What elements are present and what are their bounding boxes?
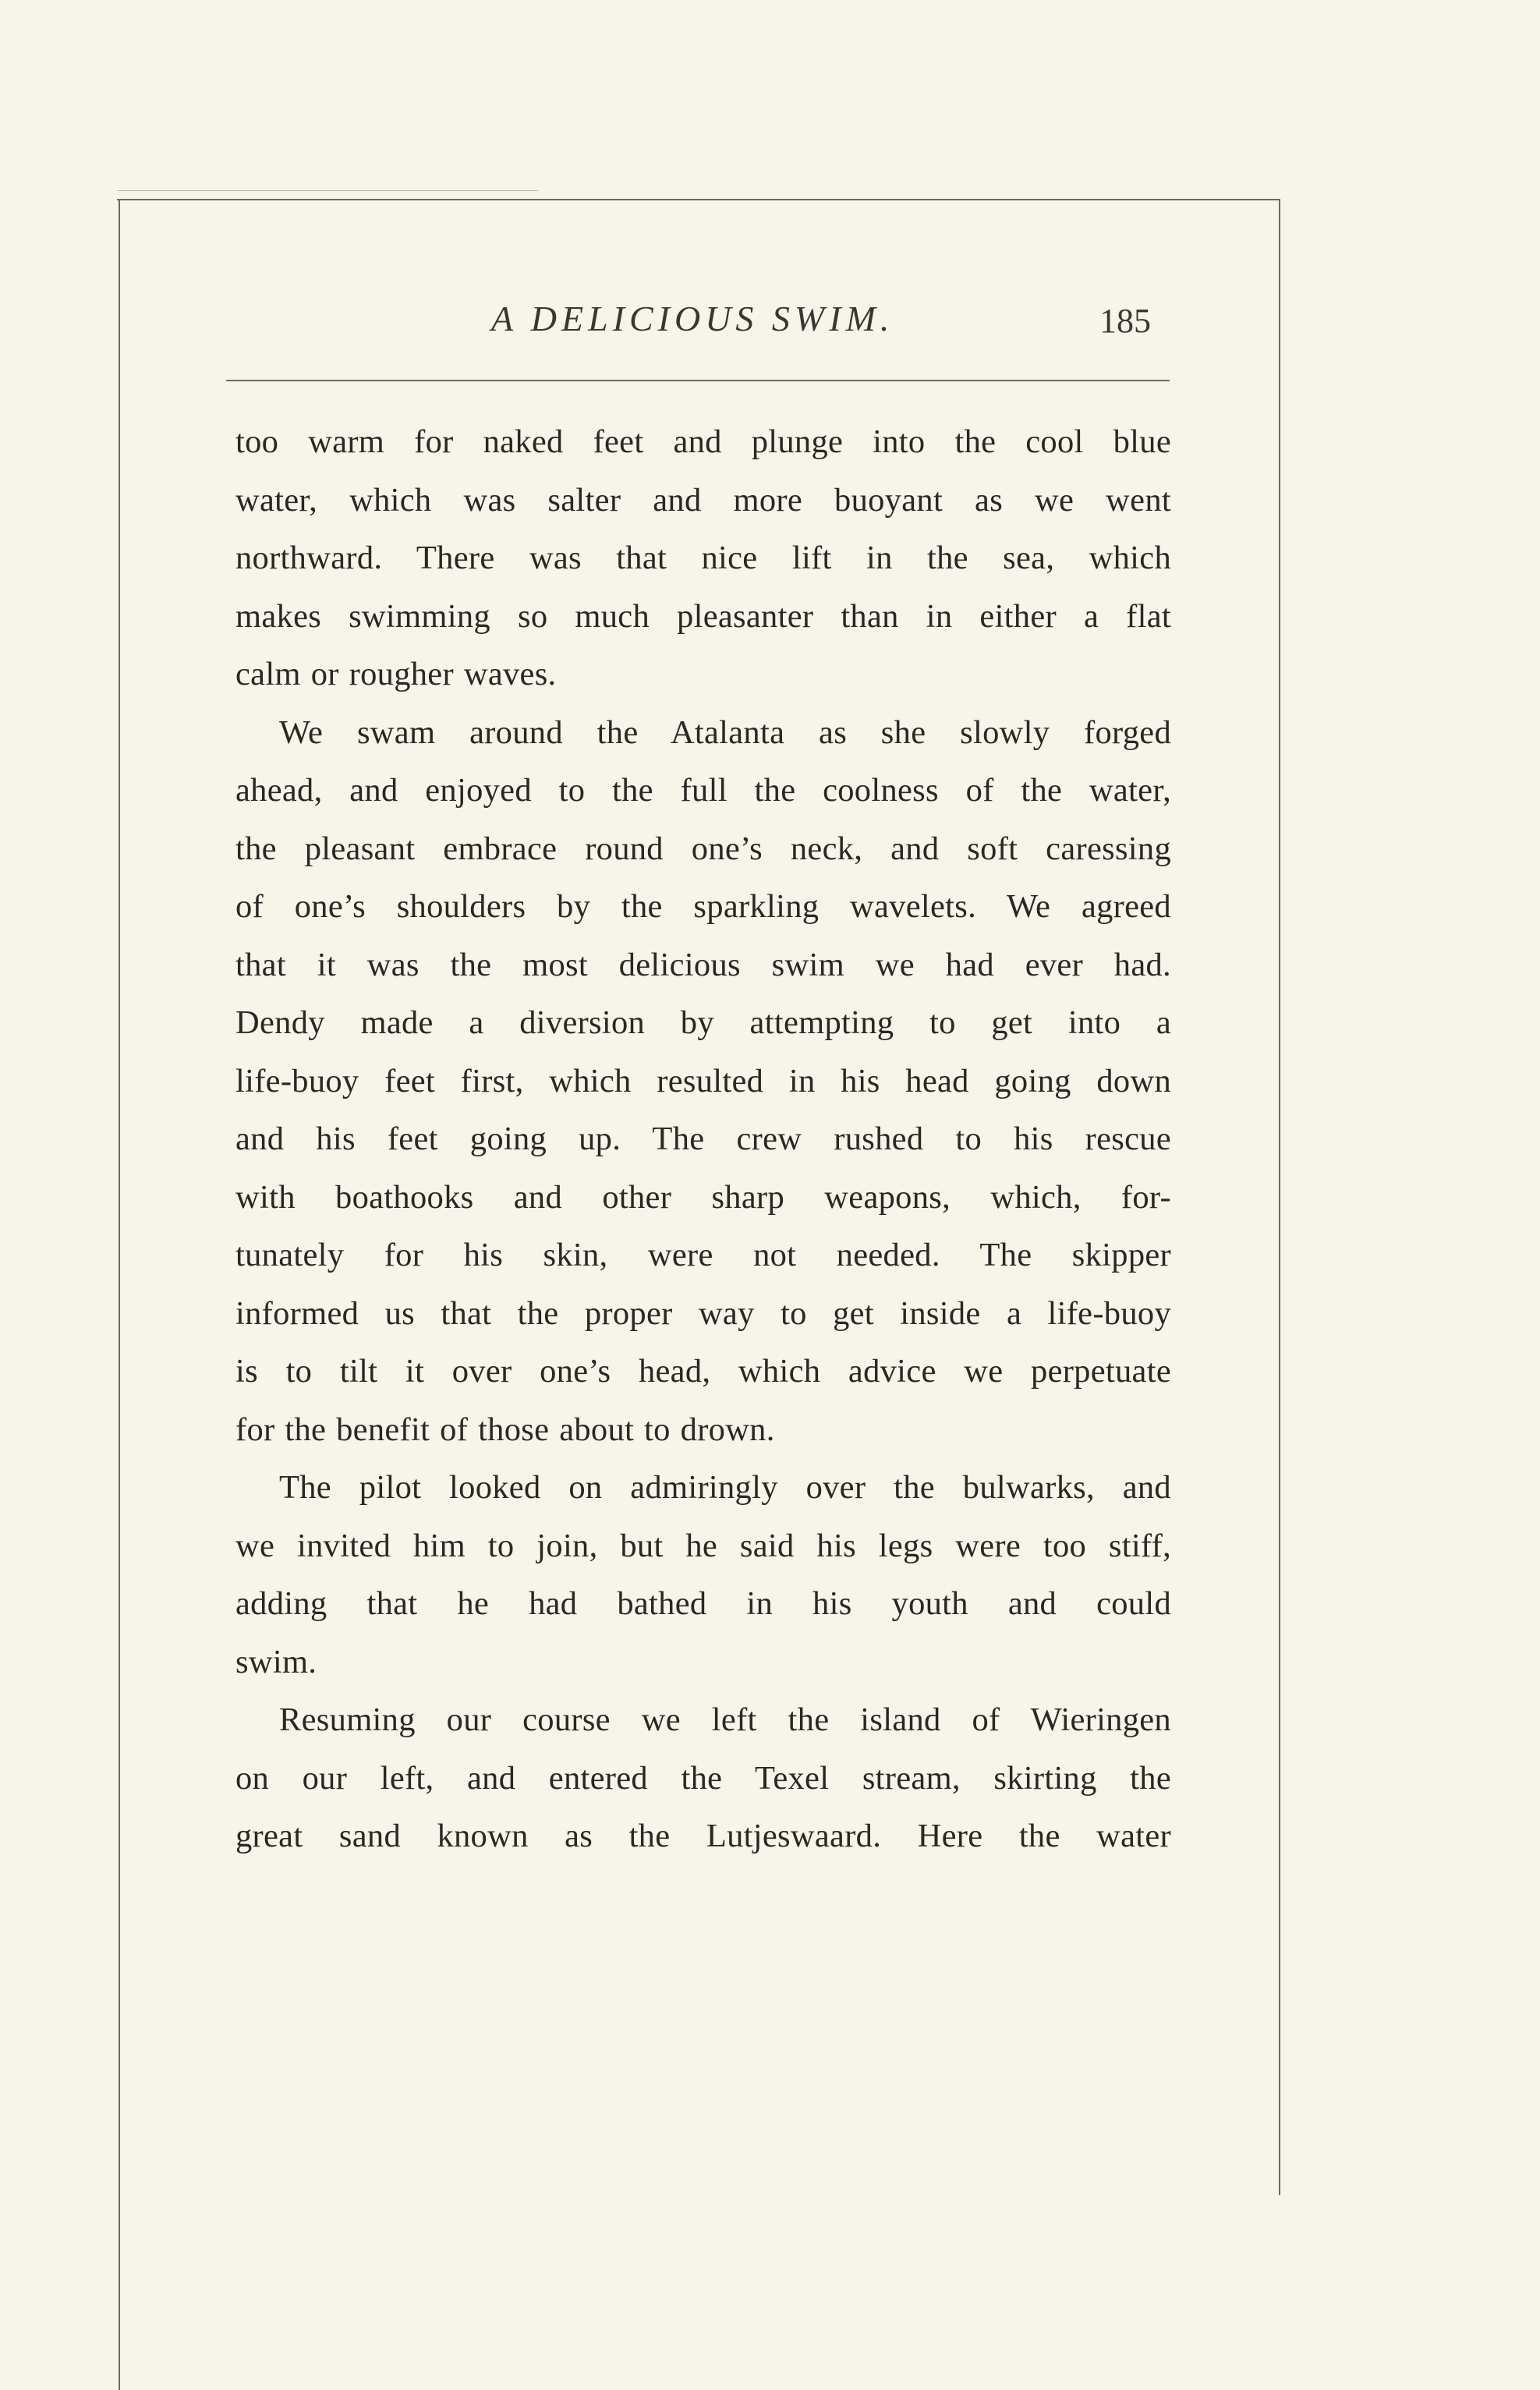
body-text	[235, 413, 1171, 1866]
frame-top-rule	[117, 199, 1279, 200]
text-line: northward. There was that nice lift in the sea, which	[235, 540, 1171, 576]
text-line: swim.	[235, 1643, 317, 1680]
text-line: calm or rougher waves.	[235, 656, 557, 692]
text-line: of one’s shoulders by the sparkling wavelets. We agreed	[235, 888, 1171, 925]
text-line: The pilot looked on admiringly over the bulwarks, and	[279, 1469, 1171, 1506]
text-line: is to tilt it over one’s head, which advice we perpetuate	[235, 1353, 1171, 1390]
frame-top-faint-rule	[117, 190, 538, 191]
text-line: on our left, and entered the Texel stream, skirting the	[235, 1759, 1171, 1797]
running-title: A DELICIOUS SWIM.	[491, 299, 894, 338]
text-line: adding that he had bathed in his youth and could	[235, 1585, 1171, 1622]
header-rule	[226, 380, 1170, 381]
text-line: for the benefit of those about to drown.	[235, 1411, 775, 1448]
text-line: tunately for his skin, were not needed. The skipper	[235, 1237, 1171, 1273]
text-line: and his feet going up. The crew rushed to his rescue	[235, 1121, 1171, 1157]
text-line: we invited him to join, but he said his legs were too stiff,	[235, 1527, 1171, 1564]
text-line: life-buoy feet first, which resulted in his head going down	[235, 1062, 1171, 1099]
text-line: informed us that the proper way to get inside a life-buoy	[235, 1294, 1171, 1332]
text-line: great sand known as the Lutjeswaard. Here the water	[235, 1818, 1171, 1854]
text-line: makes swimming so much pleasanter than in either a flat	[235, 597, 1171, 635]
text-line: Resuming our course we left the island of Wieringen	[279, 1701, 1171, 1738]
text-line: that it was the most delicious swim we had ever had.	[235, 946, 1171, 983]
frame-right-rule	[1279, 199, 1280, 2195]
text-line: We swam around the Atalanta as she slowly forged	[279, 713, 1171, 751]
frame-left-rule	[119, 199, 120, 2390]
text-line: too warm for naked feet and plunge into the cool blue	[235, 423, 1171, 460]
text-line: ahead, and enjoyed to the full the coolness of the water,	[235, 772, 1171, 809]
text-line: the pleasant embrace round one’s neck, and soft caressing	[235, 830, 1171, 867]
page-number: 185	[1099, 302, 1151, 340]
text-line: water, which was salter and more buoyant as we went	[235, 481, 1171, 519]
running-head	[234, 298, 1170, 345]
text-line: with boathooks and other sharp weapons, which, for-	[235, 1178, 1171, 1216]
text-line: Dendy made a diversion by attempting to get into a	[235, 1004, 1171, 1041]
